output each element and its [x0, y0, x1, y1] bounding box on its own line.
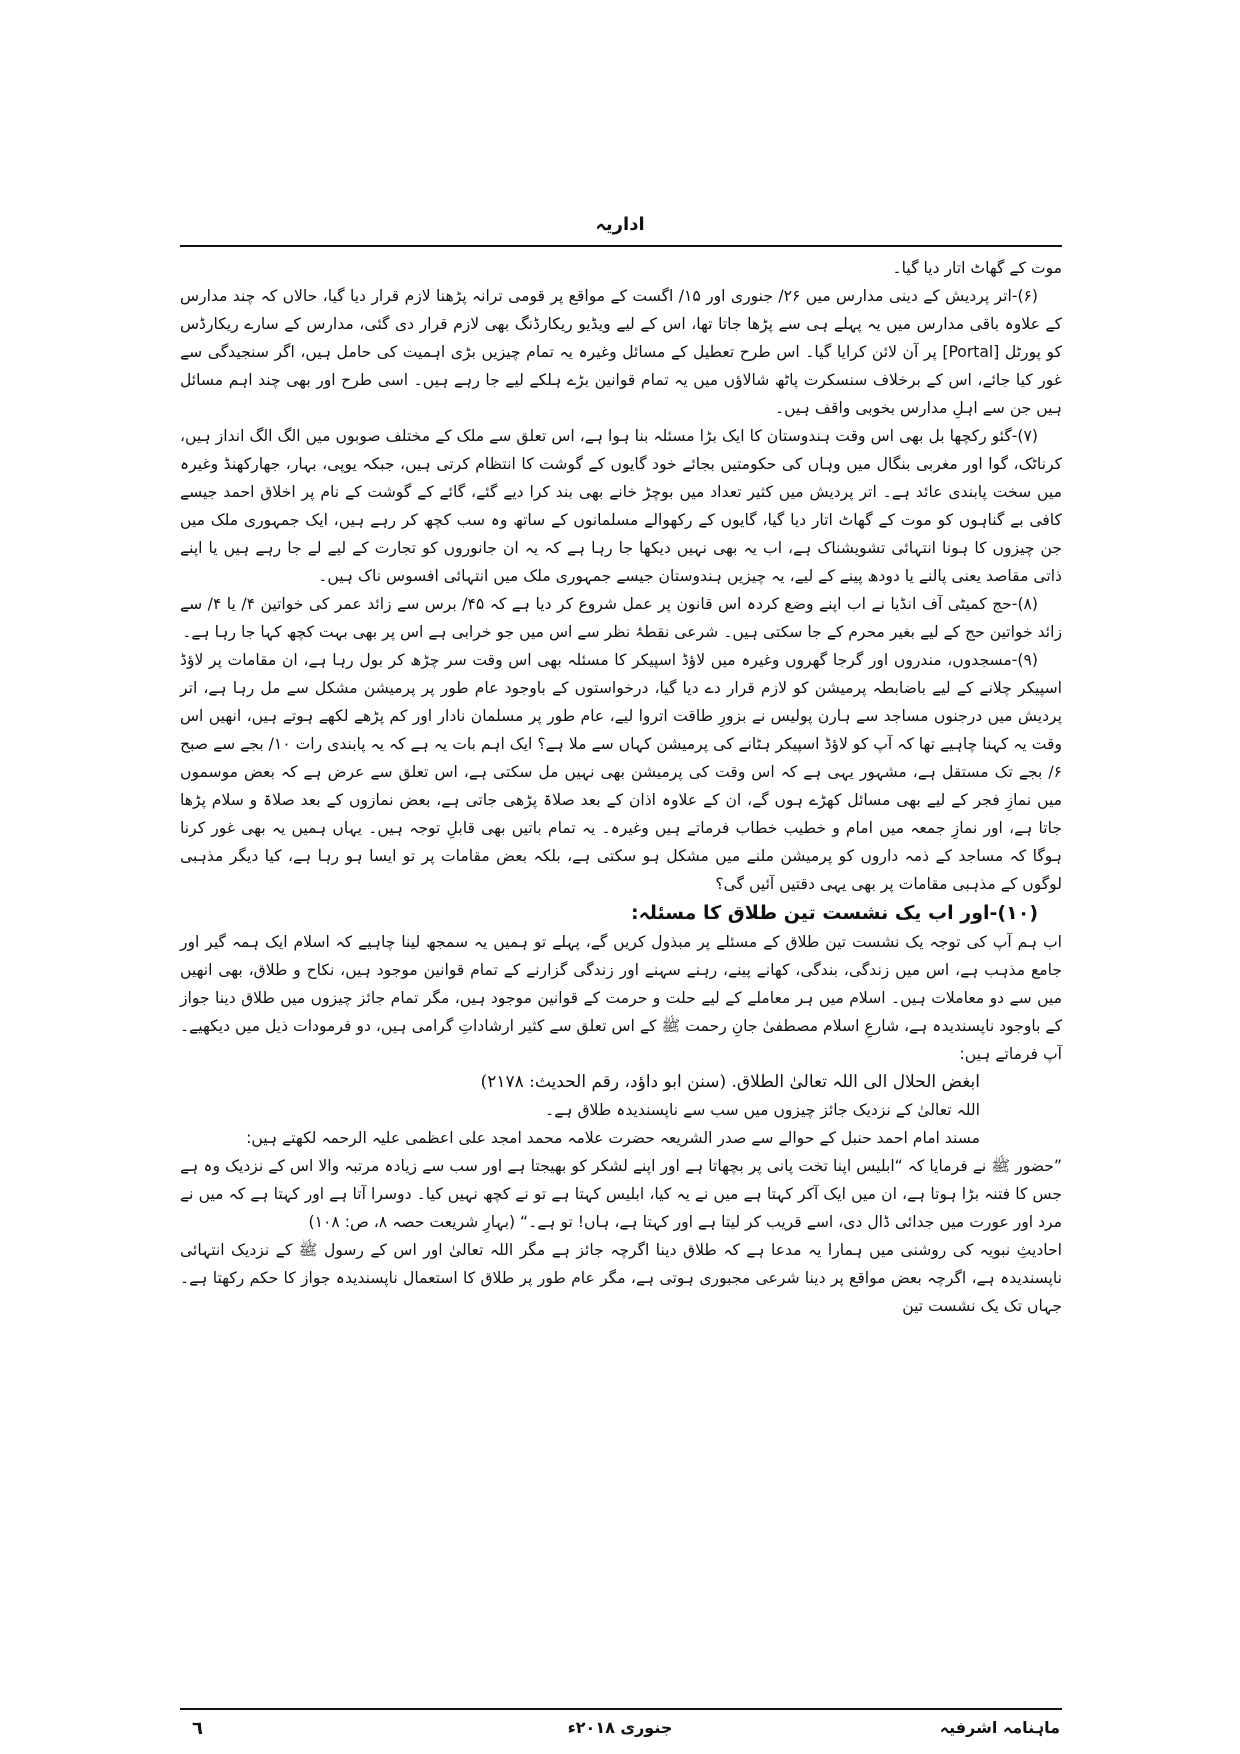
footer-page-number: ٦: [192, 1718, 203, 1739]
footer-divider: [180, 1708, 1062, 1710]
paragraph-item-9: (۹)-مسجدوں، مندروں اور گرجا گھروں وغیرہ میں لاؤڈ اسپیکر کا مسئلہ بھی اس وقت سر چڑھ کر بول رہا ہے، ان مقامات پر لاؤڈ اسپیکر چلانے کے لیے باضابطہ پرمیشن کو لازم قرار دے دیا گیا، درخواستوں کے باوجود عام طور پر پرمیشن مشکل سے مل رہا ہے، اتر پردیش میں درجنوں مساجد سے ہارن پولیس نے بزورِ طاقت اتروا لیے، عام طور پر مسلمان نادار اور کم پڑھے لکھے ہوتے ہیں، انھیں اس وقت یہ کہنا چاہیے تھا کہ آپ کو لاؤڈ اسپیکر ہٹانے کی پرمیشن کہاں سے ملا ہے؟ ایک اہم بات یہ ہے کہ یہ پابندی رات ۱۰/ بجے سے صبح ۶/ بجے تک مستقل ہے، مشہور یہی ہے کہ اس وقت کی پرمیشن بھی نہیں مل سکتی ہے، اس تعلق سے عرض ہے کہ بعض موسموں میں نمازِ فجر کے لیے بھی مسائل کھڑے ہوں گے، ان کے علاوہ اذان کے بعد صلاۃ پڑھی جاتی ہے، بعض نمازوں کے بعد صلاۃ و سلام پڑھا جاتا ہے، اور نمازِ جمعہ میں امام و خطیب خطاب فرماتے ہیں وغیرہ۔ یہ تمام باتیں بھی قابلِ توجہ ہیں۔ یہاں ہمیں یہ بھی غور کرنا ہوگا کہ مساجد کے ذمہ داروں کو پرمیشن ملنے میں مشکل ہو سکتی ہے، بلکہ بعض مقامات پر تو ایسا ہو رہا ہے، کیا دیگر مذہبی لوگوں کے مذہبی مقامات پر بھی یہی دقتیں آئیں گی؟: [180, 651, 1062, 893]
footer-magazine-name: ماہنامہ اشرفیہ: [939, 1718, 1060, 1737]
page-title: اداریہ: [595, 214, 645, 235]
header-divider: [180, 245, 1062, 247]
article-body: [180, 254, 1062, 1320]
paragraph-iblis-hadith: ”حضور ﷺ نے فرمایا کہ “ابلیس اپنا تخت پانی پر بچھاتا ہے اور اپنے لشکر کو بھیجتا ہے اور سب سے زیادہ مرتبہ والا اس کے نزدیک وہ ہے جس کا فتنہ بڑا ہوتا ہے، ان میں ایک آکر کہتا ہے میں نے یہ کیا، ابلیس کہتا ہے تو نے کچھ نہیں کیا۔ دوسرا آتا ہے اور کہتا ہے کہ میں نے مرد اور عورت میں جدائی ڈال دی، اسے قریب کر لیتا ہے اور کہتا ہے، ہاں! تو ہے۔“ (بہارِ شریعت حصہ ۸، ص: ۱۰۸): [180, 1157, 1062, 1231]
quote-intro: مسند امام احمد حنبل کے حوالے سے صدر الشریعہ حضرت علامہ محمد امجد علی اعظمی علیہ الرحمہ لکھتے ہیں:: [246, 1129, 980, 1147]
paragraph-triple-talaq-intro: اب ہم آپ کی توجہ یک نشست تین طلاق کے مسئلے پر مبذول کریں گے، پہلے تو ہمیں یہ سمجھ لینا چاہیے کہ اسلام ایک ہمہ گیر اور جامع مذہب ہے، اس میں زندگی، بندگی، کھانے پینے، رہنے سہنے اور زندگی گزارنے کے تمام قوانین موجود ہیں، نکاح و طلاق، بھی انھیں میں سے دو معاملات ہیں۔ اسلام میں ہر معاملے کے لیے حلت و حرمت کے قوانین موجود ہیں، مگر تمام جائز چیزوں میں طلاق دینا جواز کے باوجود ناپسندیدہ ہے، شارعِ اسلام مصطفیٰ جانِ رحمت ﷺ کے اس تعلق سے کثیر ارشاداتِ گرامی ہیں، دو فرمودات ذیل میں دیکھیے۔ آپ فرماتے ہیں:: [180, 933, 1062, 1063]
paragraph-continuation: موت کے گھاٹ اتار دیا گیا۔: [892, 259, 1062, 277]
hadith-arabic-quote: ابغض الحلال الی اللہ تعالیٰ الطلاق. (سنن ابو داؤد، رقم الحدیث: ۲۱۷۸): [480, 1072, 980, 1092]
paragraph-conclusion: احادیثِ نبویہ کی روشنی میں ہمارا یہ مدعا ہے کہ طلاق دینا اگرچہ جائز ہے مگر اللہ تعالیٰ اور اس کے رسول ﷺ کے نزدیک انتہائی ناپسندیدہ ہے، اگرچہ بعض مواقع پر دینا شرعی مجبوری ہوتی ہے، مگر عام طور پر طلاق کا استعمال ناپسندیدہ جواز کا حکم رکھتا ہے۔ جہاں تک یک نشست تین: [180, 1241, 1062, 1315]
hadith-translation: اللہ تعالیٰ کے نزدیک جائز چیزوں میں سب سے ناپسندیدہ طلاق ہے۔: [545, 1101, 980, 1119]
section-heading: (۱۰)-اور اب یک نشست تین طلاق کا مسئلہ:: [631, 902, 1038, 924]
footer-issue-date: جنوری ۲۰۱۸ء: [567, 1718, 673, 1737]
paragraph-item-8: (۸)-حج کمیٹی آف انڈیا نے اب اپنے وضع کردہ اس قانون پر عمل شروع کر دیا ہے کہ ۴۵/ برس سے زائد عمر کی خواتین ۴/ یا ۴/ سے زائد خواتین حج کے لیے بغیر محرم کے جا سکتی ہیں۔ شرعی نقطۂ نظر سے اس میں جو خرابی ہے اس پر بھی بہت کچھ کہا جا رہا ہے۔: [180, 595, 1062, 641]
paragraph-item-7: (۷)-گئو رکچھا بل بھی اس وقت ہندوستان کا ایک بڑا مسئلہ بنا ہوا ہے، اس تعلق سے ملک کے مختلف صوبوں میں الگ الگ انداز ہیں، کرناٹک، گوا اور مغربی بنگال میں وہاں کی حکومتیں بجائے خود گایوں کے گوشت کا انتظام کرتی ہیں، جبکہ یوپی، بہار، جھارکھنڈ وغیرہ میں سخت پابندی عائد ہے۔ اتر پردیش میں کثیر تعداد میں بوچڑ خانے بھی بند کرا دیے گئے، گائے کے گوشت کے نام پر اخلاق احمد جیسے کافی بے گناہوں کو موت کے گھاٹ اتار دیا گیا، گایوں کے رکھوالے مسلمانوں کے ساتھ وہ سب کچھ کر رہے ہیں، ایک جمہوری ملک میں جن چیزوں کا ہونا انتہائی تشویشناک ہے، اب یہ بھی نہیں دیکھا جا رہا ہے کہ یہ ان جانوروں کو تجارت کے لیے لے جا رہے ہیں یا اپنے ذاتی مقاصد یعنی پالنے یا دودھ پینے کے لیے، یہ چیزیں ہندوستان جیسے جمہوری ملک میں انتہائی افسوس ناک ہیں۔: [180, 427, 1062, 585]
paragraph-item-6: (۶)-اتر پردیش کے دینی مدارس میں ۲۶/ جنوری اور ۱۵/ اگست کے مواقع پر قومی ترانہ پڑھنا لازم قرار دیا گیا، حالاں کہ چند مدارس کے علاوہ باقی مدارس میں یہ پہلے ہی سے پڑھا جاتا تھا، اس کے لیے ویڈیو ریکارڈنگ بھی لازم قرار دی گئی، مدارس کے سارے ریکارڈس کو پورٹل [Portal] پر آن لائن کرایا گیا۔ اس طرح تعطیل کے مسائل وغیرہ یہ تمام چیزیں بڑی اہمیت کی حامل ہیں، اگر سنجیدگی سے غور کیا جائے، اس کے برخلاف سنسکرت پاٹھ شالاؤں میں یہ تمام قوانین بڑے ہلکے لیے جا رہے ہیں۔ اسی طرح اور بھی چند اہم مسائل ہیں جن سے اہلِ مدارس بخوبی واقف ہیں۔: [180, 287, 1062, 417]
